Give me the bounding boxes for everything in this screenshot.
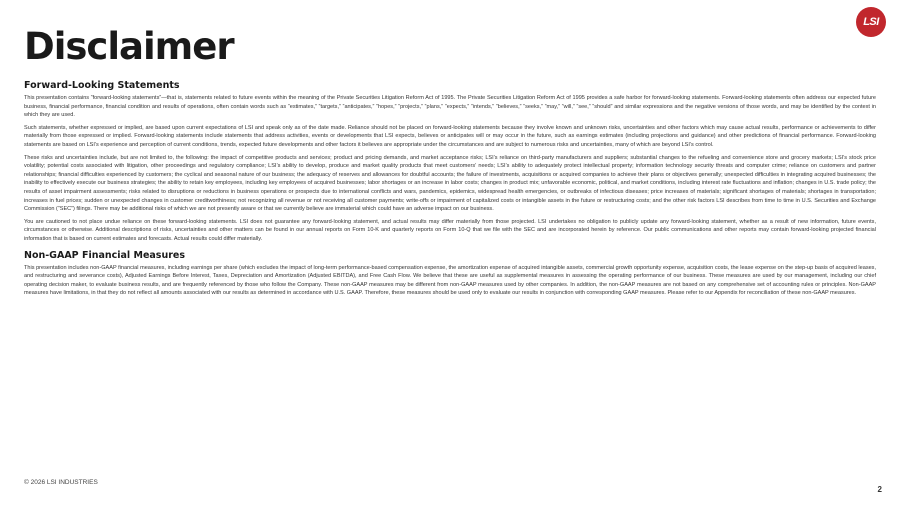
paragraph: This presentation includes non-GAAP financial measures, including earnings per share (which excludes the impact of long-term performance-based compensation expense, the amortization expense of acquired intangible assets, commercial growth opportunity expense, acquisition costs, the lease expense on the step-up basis of acquired leases, and restructuring and severance costs), Adjusted Earnings Before Interest, Taxes, Depreciation and Amortization (Adjusted EBITDA), and Free Cash Flow. We believe that these are useful as supplemental measures in assessing the operating performance of our business. These measures are used by our management, including our chief operating decision maker, to evaluate business results, and are frequently referenced by those who follow the Company. These non-GAAP measures may be different from non-GAAP measures used by other companies. In addition, the non-GAAP measures are not based on any comprehensive set of accounting rules or principles. Non-GAAP measures have limitations, in that they do not reflect all amounts associated with our results as determined in accordance with U.S. GAAP. Therefore, these measures should be used only to evaluate our results in conjunction with corresponding GAAP measures. Please refer to our Appendix for reconciliation of these non-GAAP measures. — [24, 264, 876, 297]
forward-looking-section — [24, 80, 876, 244]
copyright-text: © 2026 LSI INDUSTRIES — [24, 479, 98, 486]
paragraph: You are cautioned to not place undue reliance on these forward-looking statements. LSI does not guarantee any forward-looking statement, and actual results may differ materially from those projected. LSI undertakes no obligation to publicly update any forward-looking statement, whether as a result of new information, future events, circumstances or otherwise. Additional descriptions of risks, uncertainties and other matters can be found in our annual reports on Form 10-K and quarterly reports on Form 10-Q that we file with the SEC and are incorporated herein by reference. Our public communications and other reports may contain forward-looking projected financial information that is based on current estimates and forecasts. Actual results could differ materially. — [24, 218, 876, 242]
section-heading: Forward-Looking Statements — [24, 80, 180, 91]
paragraph: These risks and uncertainties include, but are not limited to, the following: the impact of competitive products and services; product and pricing demands, and market acceptance risks; LSI’s reliance on third-party manufacturers and suppliers; substantial changes to the refueling and convenience store and grocery markets; LSI’s stock price volatility; potential costs associated with litigation, other proceedings and regulatory compliance; LSI’s ability to develop, produce and market quality products that meet customers’ needs; LSI’s ability to adequately protect intellectual property; information technology security threats and computer crime; reliance on customers and partner relationships; financial difficulties experienced by customers; the cyclical and seasonal nature of our business; the adequacy of reserves and allowances for doubtful accounts; the failure of investments, acquisitions or acquired companies to achieve their plans or objectives generally; unexpected difficulties in integrating acquired businesses; the inability to effectively execute our business strategies; the ability to retain key employees, including key employees of acquired businesses; labor shortages or an increase in labor costs; changes in product mix; unfavorable economic, political, and market conditions, including interest rate fluctuations and inflation; changes in U.S. trade policy; the results of asset impairment assessments; risks related to disruptions or reductions in business operations or prospects due to international conflicts and wars, pandemics, epidemics, widespread health emergencies, or outbreaks of infectious diseases; price increases of materials; significant shortages of materials; shortages in transportation; increases in fuel prices; sudden or unexpected changes in customer creditworthiness; not recognizing all revenue or not receiving all customer payments; write-offs or impairment of capitalized costs or intangible assets in the future or restructuring costs; and the other risk factors LSI describes from time to time in U.S. Securities and Exchange Commission (“SEC”) filings. There may be additional risks of which we are not presently aware or that we currently believe are immaterial which could have an adverse impact on our business. — [24, 154, 876, 213]
disclaimer-content — [24, 80, 876, 302]
non-gaap-section — [24, 250, 876, 298]
logo-text: LSI — [863, 16, 879, 28]
paragraph: Such statements, whether expressed or implied, are based upon current expectations of LSI and speak only as of the date made. Reliance should not be placed on forward-looking statements because they involve known and unknown risks, uncertainties and other factors which may cause actual results, performance or achievements to differ materially from those expressed or implied. Forward-looking statements include statements that address activities, events or developments that LSI expects, believes or anticipates will or may occur in the future, such as earnings estimates (including projections and guidance) and other predictions of financial performance. Forward-looking statements are based on LSI’s experience and perception of current conditions, trends, expected future developments and other factors it believes are appropriate under the circumstances and are subject to numerous risks and uncertainties, many of which are beyond LSI’s control. — [24, 124, 876, 148]
section-heading: Non-GAAP Financial Measures — [24, 249, 186, 261]
paragraph: This presentation contains “forward-looking statements”—that is, statements related to future events within the meaning of the Private Securities Litigation Reform Act of 1995. The Private Securities Litigation Reform Act of 1995 provides a safe harbor for forward-looking statements. Forward-looking statements often address our expected future business, financial performance, financial condition and results of operations, often contain words such as “estimates,” “targets,” “anticipates,” “hopes,” “projects,” “plans,” “expects,” “intends,” “believes,” “seeks,” “may,” “will,” “see,” “should” and similar expressions and the negative versions of those words, and may be identified by the context in which they are used. — [24, 95, 876, 119]
lsi-logo — [856, 7, 886, 37]
page-number: 2 — [877, 485, 882, 494]
page-title: Disclaimer — [24, 25, 234, 68]
